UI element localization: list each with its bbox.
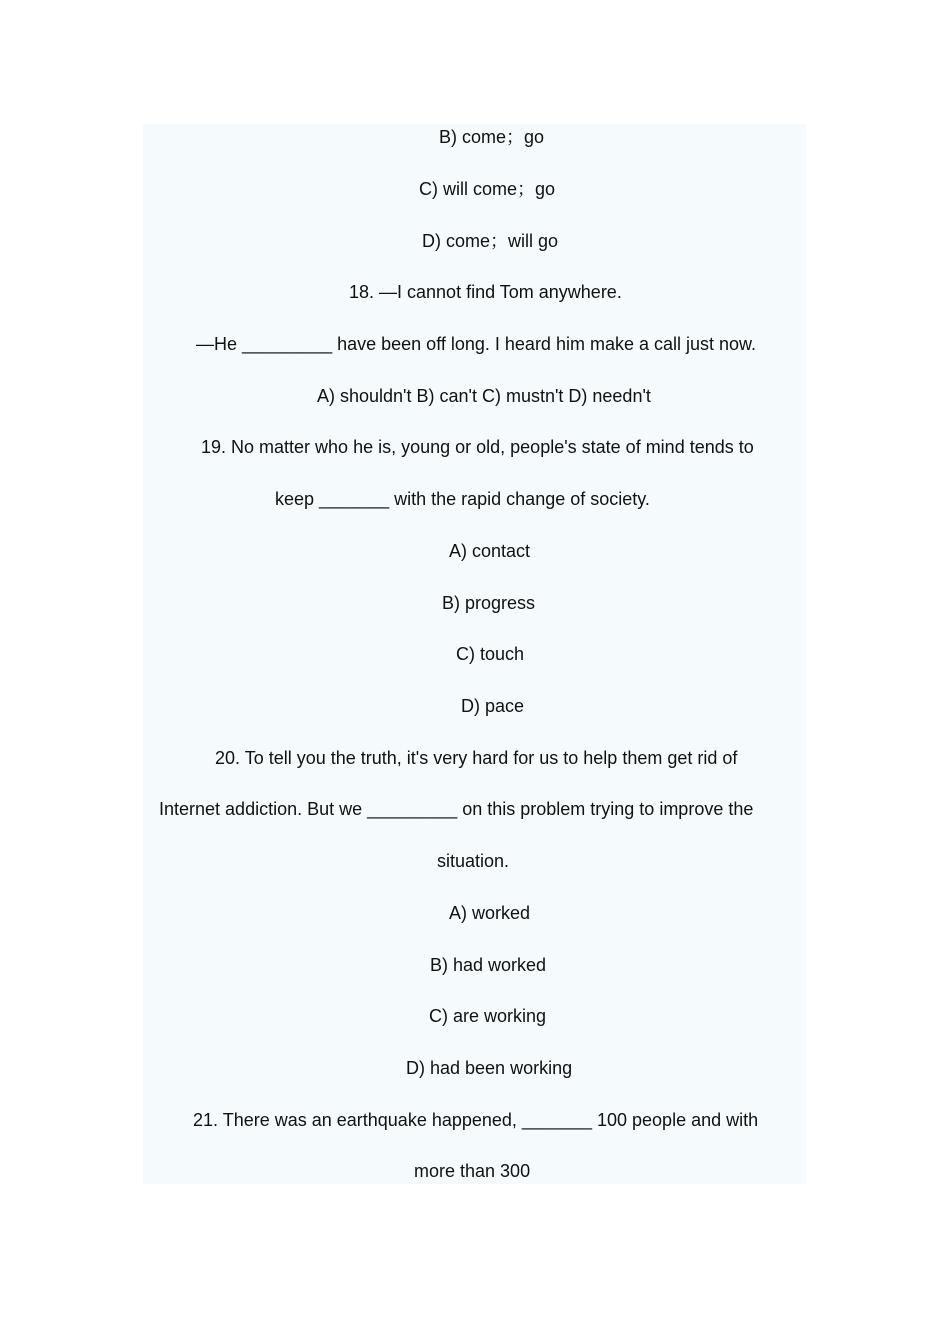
q20-option-c: C) are working [429, 1006, 547, 1026]
q20-option-a: A) worked [449, 903, 531, 923]
q21-stem-line-2: more than 300 [414, 1161, 531, 1181]
q19-option-b: B) progress [442, 593, 536, 613]
q19-option-d: D) pace [461, 696, 525, 716]
q20-stem-line-1: 20. To tell you the truth, it's very hard for us to help them get rid of [215, 748, 738, 768]
q18-stem-line-2: —He _________ have been off long. I heard him make a call just now. [196, 334, 757, 354]
q19-option-a: A) contact [449, 541, 531, 561]
q20-stem-line-2: Internet addiction. But we _________ on this problem trying to improve the [159, 799, 754, 819]
q20-stem-line-3: situation. [437, 851, 510, 871]
q17-option-d: D) come；will go [422, 231, 559, 251]
q19-option-c: C) touch [456, 644, 525, 664]
q17-option-b: B) come；go [439, 127, 545, 147]
q18-stem-line-1: 18. —I cannot find Tom anywhere. [349, 282, 622, 302]
q20-option-b: B) had worked [430, 955, 547, 975]
q21-stem-line-1: 21. There was an earthquake happened, _______ 100 people and with [193, 1110, 759, 1130]
q19-stem-line-2: keep _______ with the rapid change of society. [275, 489, 650, 509]
q19-stem-line-1: 19. No matter who he is, young or old, people's state of mind tends to [201, 437, 754, 457]
q17-option-c: C) will come；go [419, 179, 556, 199]
q20-option-d: D) had been working [406, 1058, 573, 1078]
q18-options: A) shouldn't B) can't C) mustn't D) needn't [317, 386, 651, 406]
